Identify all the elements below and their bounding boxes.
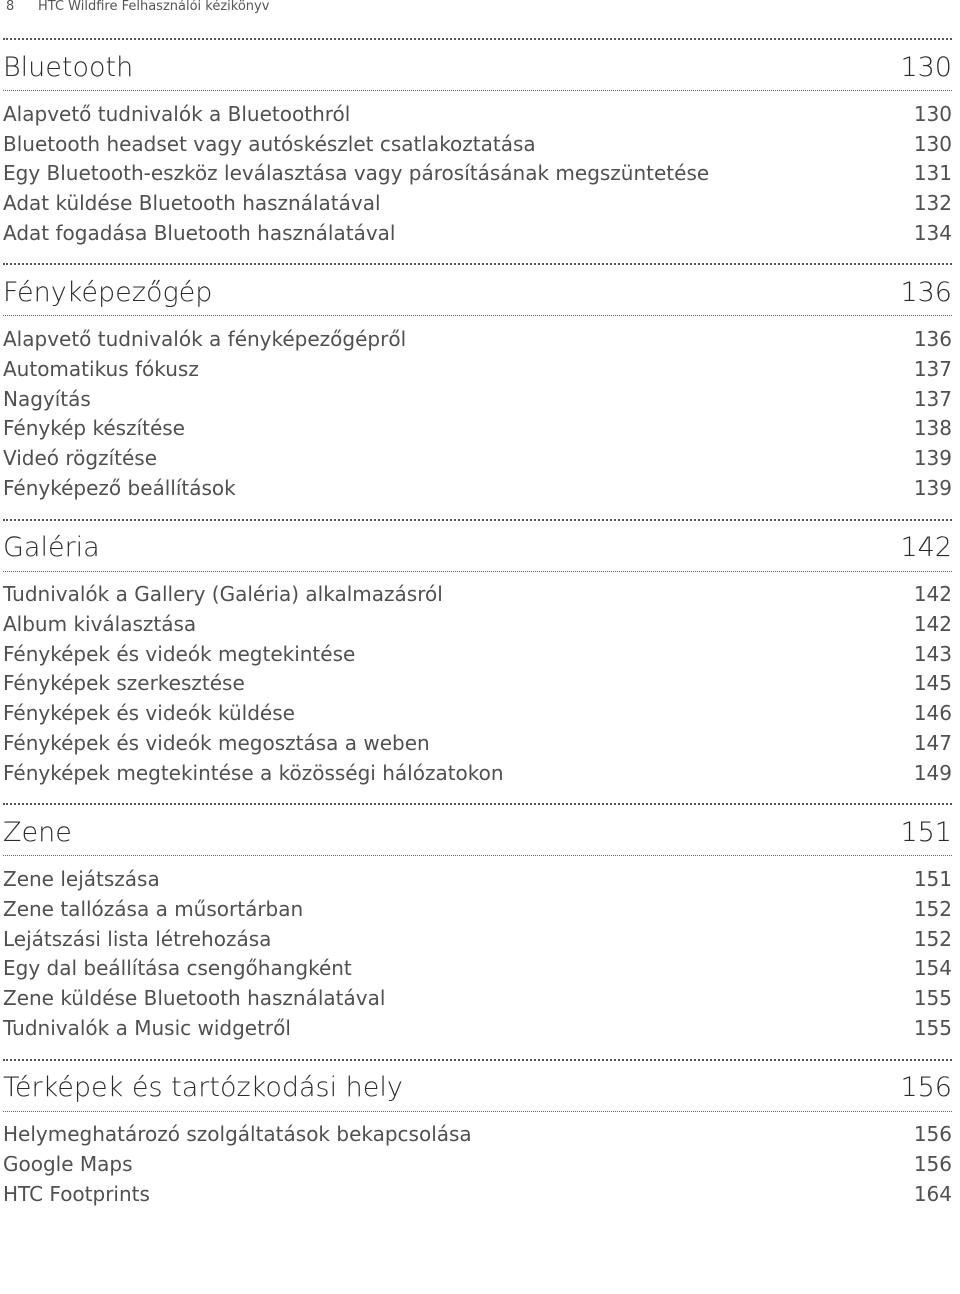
entry-page: 146 [913, 701, 952, 726]
section-page: 136 [900, 276, 952, 308]
toc-entry[interactable] [3, 324, 952, 354]
toc-entry[interactable] [3, 354, 952, 384]
toc-entry[interactable] [3, 473, 952, 503]
section-page: 142 [900, 532, 952, 564]
entry-label: Google Maps [3, 1152, 133, 1177]
entry-page: 164 [913, 1181, 952, 1206]
section-heading[interactable] [3, 809, 952, 856]
entry-page: 130 [913, 101, 952, 126]
entry-page: 152 [913, 926, 952, 951]
toc-entry[interactable] [3, 894, 952, 924]
entry-page: 137 [913, 386, 952, 411]
entry-page: 155 [913, 1015, 952, 1040]
toc-entry[interactable] [3, 983, 952, 1013]
entry-label: Adat fogadása Bluetooth használatával [3, 220, 396, 245]
dotted-divider [3, 803, 952, 805]
entry-page: 132 [913, 190, 952, 215]
section-heading[interactable] [3, 525, 952, 572]
section-title: Bluetooth [3, 51, 134, 83]
entry-page: 155 [913, 985, 952, 1010]
toc-section [3, 1059, 952, 1209]
toc-entry[interactable] [3, 218, 952, 248]
entry-label: Helymeghatározó szolgáltatások bekapcsolása [3, 1122, 472, 1147]
entry-page: 145 [913, 671, 952, 696]
dotted-divider [3, 263, 952, 265]
toc-entry[interactable] [3, 758, 952, 788]
entry-page: 142 [913, 612, 952, 637]
entry-label: Fénykép készítése [3, 416, 185, 441]
entry-page: 147 [913, 730, 952, 755]
entry-label: Alapvető tudnivalók a fényképezőgépről [3, 327, 407, 352]
running-header [6, 0, 269, 14]
page-number: 8 [6, 0, 15, 14]
toc-entry[interactable] [3, 1013, 952, 1043]
toc-entry[interactable] [3, 1149, 952, 1179]
toc-entry[interactable] [3, 1179, 952, 1209]
toc-entry[interactable] [3, 639, 952, 669]
section-page: 130 [900, 51, 952, 83]
entry-label: Adat küldése Bluetooth használatával [3, 190, 381, 215]
entry-label: Fényképek és videók küldése [3, 701, 295, 726]
section-title: Fényképezőgép [3, 276, 213, 308]
toc-entry[interactable] [3, 129, 952, 159]
section-title: Zene [3, 816, 72, 848]
entry-label: Nagyítás [3, 386, 91, 411]
entry-label: Fényképek és videók megosztása a weben [3, 730, 430, 755]
toc-entry[interactable] [3, 158, 952, 188]
toc-entry[interactable] [3, 1120, 952, 1150]
toc-section [3, 263, 952, 502]
table-of-contents [3, 38, 952, 1209]
toc-entry[interactable] [3, 580, 952, 610]
toc-section [3, 519, 952, 788]
toc-entry[interactable] [3, 953, 952, 983]
entry-label: Tudnivalók a Gallery (Galéria) alkalmazásról [3, 582, 443, 607]
toc-section [3, 38, 952, 247]
section-page: 156 [900, 1072, 952, 1103]
dotted-divider [3, 1059, 952, 1061]
toc-entry[interactable] [3, 99, 952, 129]
entry-label: Fényképek szerkesztése [3, 671, 245, 696]
section-title: Térképek és tartózkodási hely [3, 1072, 403, 1103]
entry-page: 134 [913, 220, 952, 245]
entry-label: Album kiválasztása [3, 612, 197, 637]
toc-entry[interactable] [3, 609, 952, 639]
entry-page: 136 [913, 327, 952, 352]
dotted-divider [3, 519, 952, 521]
entry-page: 149 [913, 760, 952, 785]
entry-label: Fényképező beállítások [3, 475, 236, 500]
toc-entry[interactable] [3, 924, 952, 954]
entry-page: 131 [913, 161, 952, 186]
section-page: 151 [900, 816, 952, 848]
entry-label: Alapvető tudnivalók a Bluetoothról [3, 101, 351, 126]
entry-page: 139 [913, 446, 952, 471]
entry-label: Egy Bluetooth-eszköz leválasztása vagy párosításának megszüntetése [3, 161, 710, 186]
entry-label: Bluetooth headset vagy autóskészlet csatlakoztatása [3, 131, 536, 156]
toc-entry[interactable] [3, 384, 952, 414]
section-heading[interactable] [3, 44, 952, 91]
book-title: HTC Wildfire Felhasználói kézikönyv [38, 0, 270, 14]
toc-entry[interactable] [3, 669, 952, 699]
entry-page: 130 [913, 131, 952, 156]
toc-entry[interactable] [3, 864, 952, 894]
entry-label: Zene tallózása a műsortárban [3, 896, 304, 921]
entry-page: 154 [913, 956, 952, 981]
entry-label: Fényképek megtekintése a közösségi hálózatokon [3, 760, 504, 785]
entry-page: 142 [913, 582, 952, 607]
entry-page: 137 [913, 356, 952, 381]
entry-label: Zene küldése Bluetooth használatával [3, 985, 386, 1010]
toc-entry[interactable] [3, 443, 952, 473]
section-heading[interactable] [3, 1065, 952, 1112]
entry-label: Automatikus fókusz [3, 356, 199, 381]
toc-section [3, 803, 952, 1042]
entry-label: Lejátszási lista létrehozása [3, 926, 272, 951]
entry-page: 139 [913, 475, 952, 500]
entry-label: Tudnivalók a Music widgetről [3, 1015, 291, 1040]
toc-entry[interactable] [3, 728, 952, 758]
entry-label: Zene lejátszása [3, 867, 160, 892]
section-heading[interactable] [3, 269, 952, 316]
entry-page: 152 [913, 896, 952, 921]
entry-page: 156 [913, 1152, 952, 1177]
entry-label: Videó rögzítése [3, 446, 158, 471]
entry-page: 156 [913, 1122, 952, 1147]
section-title: Galéria [3, 532, 100, 564]
entry-page: 138 [913, 416, 952, 441]
entry-page: 143 [913, 641, 952, 666]
entry-page: 151 [913, 867, 952, 892]
dotted-divider [3, 38, 952, 40]
toc-entry[interactable] [3, 414, 952, 444]
toc-entry[interactable] [3, 188, 952, 218]
toc-entry[interactable] [3, 698, 952, 728]
entry-label: HTC Footprints [3, 1181, 150, 1206]
entry-label: Egy dal beállítása csengőhangként [3, 956, 352, 981]
entry-label: Fényképek és videók megtekintése [3, 641, 356, 666]
